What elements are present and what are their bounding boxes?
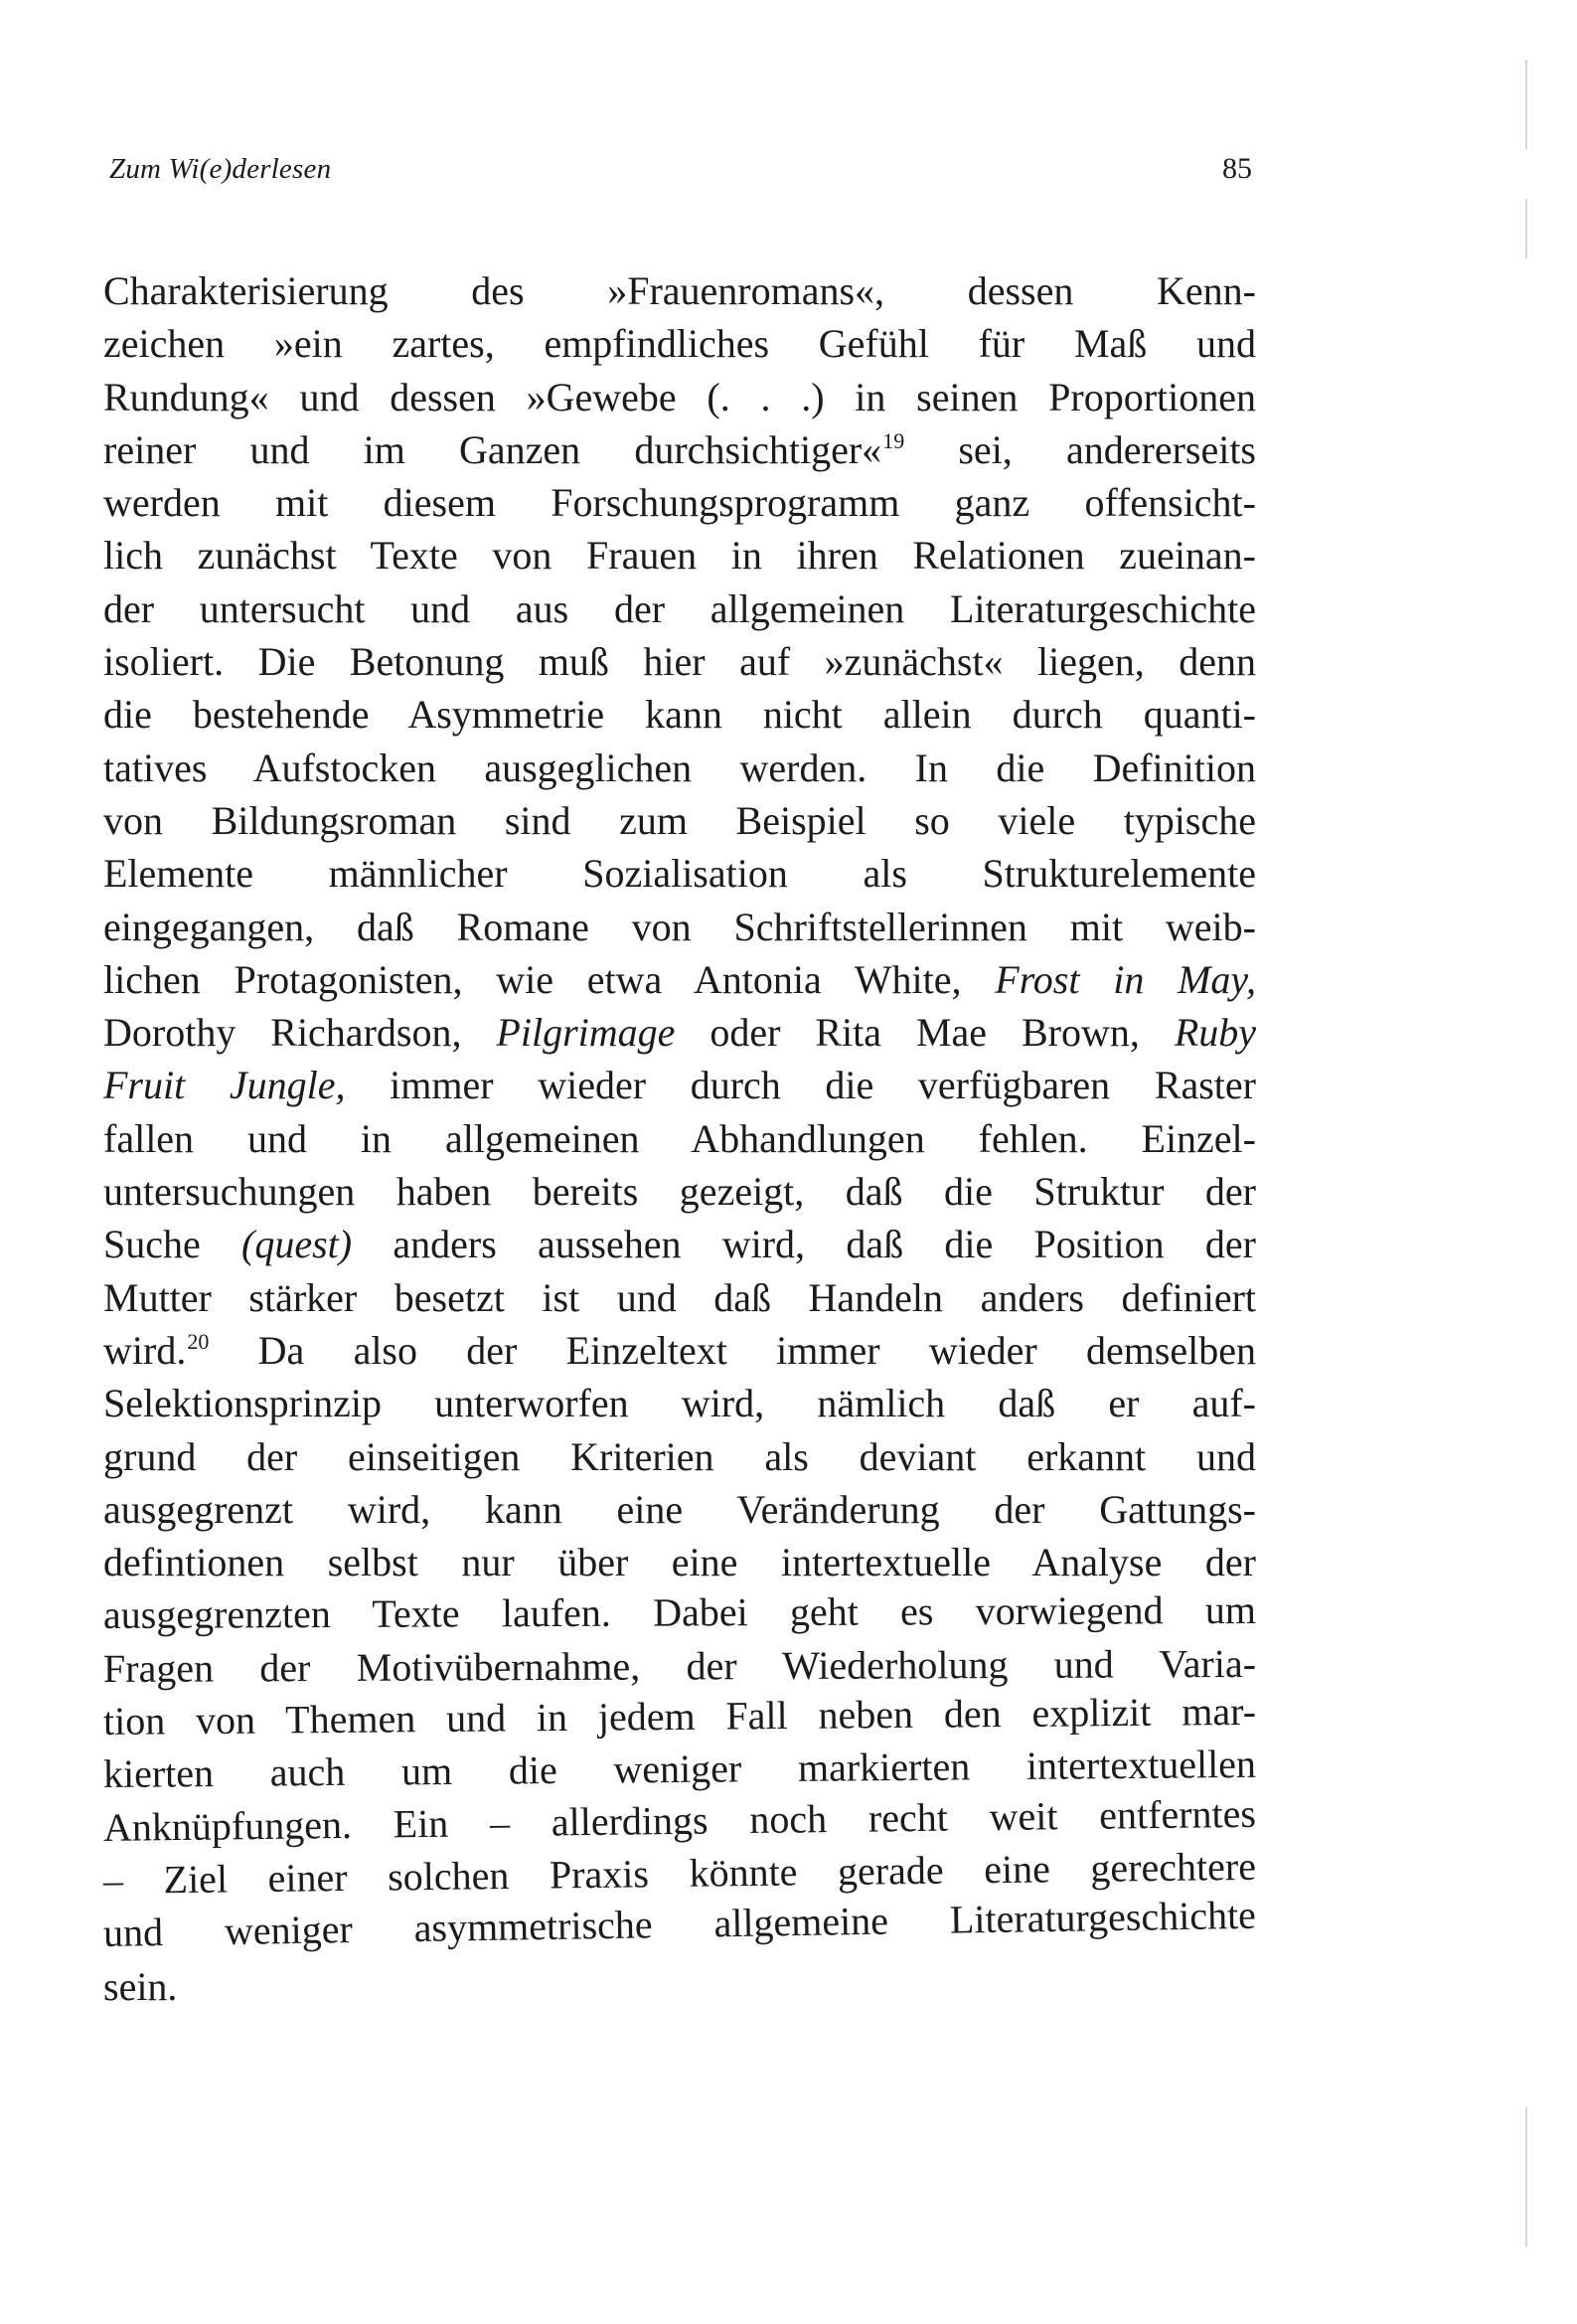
text-line: Charakterisierung des »Frauenromans«, dessen Kenn-	[103, 268, 1256, 313]
text-line: reiner und im Ganzen durchsichtiger«$^{19}$ sei, andererseits	[103, 426, 1257, 472]
text-line: Selektionsprinzip unterworfen wird, nämlich daß er auf-	[103, 1381, 1256, 1426]
text-line: die bestehende Asymmetrie kann nicht allein durch quanti-	[103, 692, 1256, 738]
text-line: Suche (quest) anders aussehen wird, daß die Position der	[103, 1222, 1256, 1267]
italic-term: (quest)	[241, 1222, 353, 1267]
text-line: tatives Aufstocken ausgeglichen werden. In die Definition	[103, 745, 1256, 790]
text-line: zeichen »ein zartes, empfindliches Gefühl für Maß und	[103, 321, 1256, 367]
text-line: werden mit diesem Forschungsprogramm ganz offensicht-	[103, 480, 1256, 526]
text-line: Fragen der Motivübernahme, der Wiederholung und Varia-	[102, 1640, 1257, 1691]
text-line: fallen und in allgemeinen Abhandlungen fehlen. Einzel-	[103, 1115, 1256, 1161]
text-line: lich zunächst Texte von Frauen in ihren Relationen zueinan-	[103, 533, 1256, 579]
text-line: grund der einseitigen Kriterien als deviant erkannt und	[103, 1433, 1256, 1479]
text-line: Anknüpfungen. Ein – allerdings noch recht weit entferntes	[102, 1790, 1257, 1850]
text-line: isoliert. Die Betonung muß hier auf »zunächst« liegen, denn	[103, 639, 1256, 685]
text-line: Dorothy Richardson, Pilgrimage oder Rita Mae Brown, Ruby	[103, 1010, 1256, 1056]
body-paragraph	[103, 264, 1256, 2013]
text-line: tion von Themen und in jedem Fall neben den explizit mar-	[102, 1688, 1257, 1744]
book-title: Fruit Jungle,	[103, 1063, 346, 1108]
text-line: untersuchungen haben bereits gezeigt, daß die Struktur der	[103, 1169, 1256, 1215]
text-line: von Bildungsroman sind zum Beispiel so viele typische	[103, 797, 1256, 843]
footnote-ref-19: 19	[882, 427, 905, 453]
book-title: Frost in May,	[995, 956, 1256, 1002]
text-line: kierten auch um die weniger markierten intertextuellen	[102, 1742, 1257, 1797]
text-line: und weniger asymmetrische allgemeine Literaturgeschichte	[102, 1892, 1257, 1956]
text-line: Elemente männlicher Sozialisation als Strukturelemente	[103, 851, 1256, 897]
text-line: sein.	[103, 1963, 178, 2009]
scan-edge-marks	[1525, 60, 1529, 2246]
text-line: Mutter stärker besetzt ist und daß Handeln anders definiert	[103, 1274, 1256, 1320]
text-line: ausgegrenzten Texte laufen. Dabei geht es vorwiegend um	[102, 1587, 1257, 1638]
book-title: Ruby	[1174, 1010, 1256, 1056]
text-line: Fruit Jungle, immer wieder durch die verfügbaren Raster	[103, 1063, 1256, 1108]
text-line: defintionen selbst nur über eine intertextuelle Analyse der	[103, 1540, 1256, 1585]
text-line: der untersucht und aus der allgemeinen Literaturgeschichte	[103, 585, 1256, 631]
book-title: Pilgrimage	[496, 1010, 676, 1056]
text-line: – Ziel einer solchen Praxis könnte gerade eine gerechtere	[102, 1843, 1257, 1903]
text-line: lichen Protagonisten, wie etwa Antonia White, Frost in May,	[103, 956, 1256, 1002]
text-line: eingegangen, daß Romane von Schriftstellerinnen mit weib-	[103, 904, 1256, 949]
text-line: wird.$^{20}$ Da also der Einzeltext immer wieder demselben	[103, 1327, 1256, 1373]
footnote-ref-20: 20	[187, 1328, 210, 1354]
text-line: Rundung« und dessen »Gewebe (. . .) in seinen Proportionen	[103, 374, 1256, 419]
running-head	[109, 149, 1252, 189]
page-number: 85	[1222, 152, 1252, 185]
text-line: ausgegrenzt wird, kann eine Veränderung der Gattungs-	[103, 1486, 1256, 1532]
running-title: Zum Wi(e)derlesen	[109, 153, 332, 185]
